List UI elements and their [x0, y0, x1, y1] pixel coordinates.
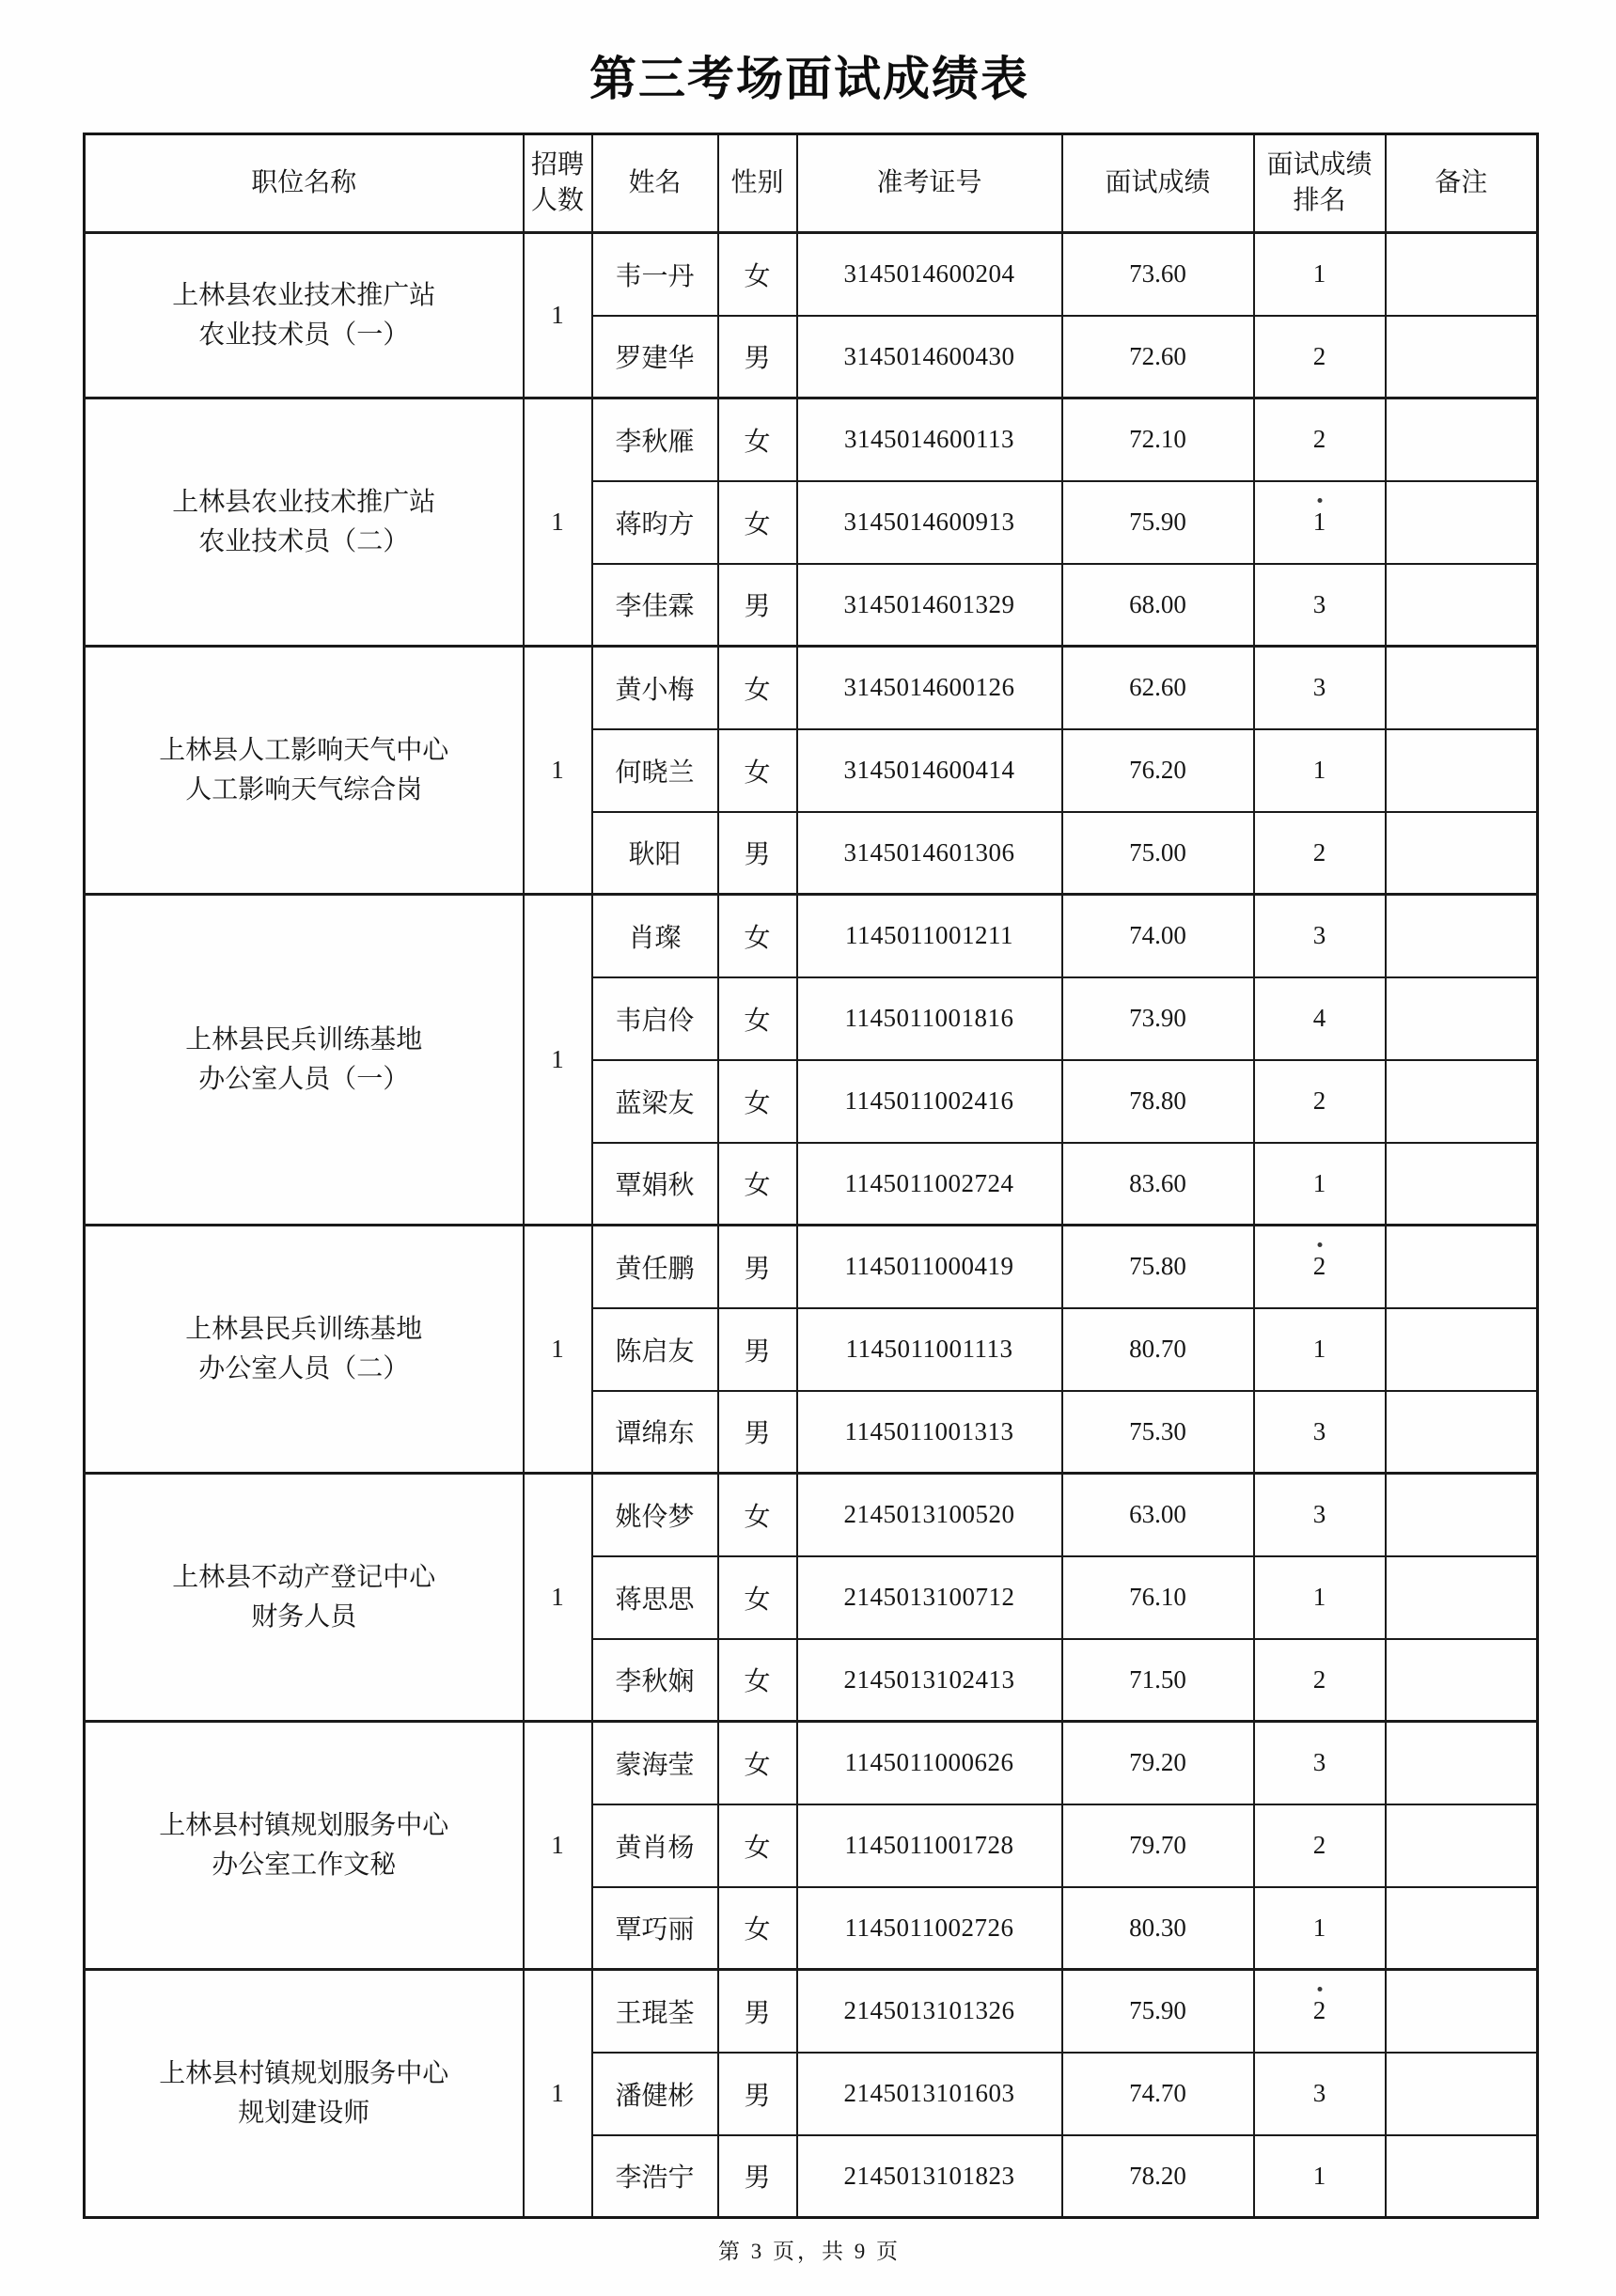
gender-cell: 女 [718, 647, 797, 729]
exam-id-cell: 3145014600414 [797, 729, 1062, 812]
position-line: 上林县农业技术推广站 [172, 487, 436, 517]
gender-cell: 女 [718, 1143, 797, 1226]
position-line: 规划建设师 [238, 2098, 370, 2128]
gender-cell: 女 [718, 1887, 797, 1970]
name-cell: 黄小梅 [592, 647, 718, 729]
candidate-row [85, 1226, 1538, 1308]
score-cell: 68.00 [1062, 564, 1254, 647]
position-line: 上林县人工影响天气中心 [159, 735, 449, 765]
gender-cell: 男 [718, 1391, 797, 1474]
rank-cell: 3 [1254, 2053, 1386, 2135]
gender-cell: 男 [718, 316, 797, 398]
remark-cell [1386, 2135, 1538, 2218]
gender-cell: 女 [718, 1639, 797, 1722]
gender-cell: 女 [718, 977, 797, 1060]
score-cell: 76.20 [1062, 729, 1254, 812]
name-cell: 黄任鹏 [592, 1226, 718, 1308]
remark-cell [1386, 1970, 1538, 2053]
score-cell: 72.60 [1062, 316, 1254, 398]
gender-cell: 女 [718, 481, 797, 564]
recruit-count-cell: 1 [524, 1226, 592, 1474]
rank-cell: 1 [1254, 1308, 1386, 1391]
exam-id-cell: 3145014601306 [797, 812, 1062, 895]
rank-cell: 3 [1254, 647, 1386, 729]
remark-cell [1386, 564, 1538, 647]
name-cell: 罗建华 [592, 316, 718, 398]
score-cell: 62.60 [1062, 647, 1254, 729]
gender-cell: 男 [718, 1308, 797, 1391]
name-cell: 蒙海莹 [592, 1722, 718, 1804]
position-cell [85, 647, 524, 895]
position-line: 上林县不动产登记中心 [172, 1562, 436, 1592]
position-line: 上林县农业技术推广站 [172, 280, 436, 310]
exam-id-cell: 2145013100520 [797, 1474, 1062, 1556]
column-header-rank: 面试成绩排名 [1254, 134, 1386, 233]
column-header-position: 职位名称 [85, 134, 524, 233]
exam-id-cell: 2145013101603 [797, 2053, 1062, 2135]
name-cell: 覃娟秋 [592, 1143, 718, 1226]
remark-cell [1386, 2053, 1538, 2135]
candidate-row [85, 1474, 1538, 1556]
score-cell: 79.20 [1062, 1722, 1254, 1804]
position-line: 办公室人员（一） [198, 1064, 410, 1094]
gender-cell: 男 [718, 564, 797, 647]
name-cell: 韦一丹 [592, 233, 718, 316]
position-line: 上林县村镇规划服务中心 [159, 2058, 449, 2088]
gender-cell: 女 [718, 1722, 797, 1804]
table-body [85, 233, 1538, 2218]
position-line: 办公室人员（二） [198, 1353, 410, 1383]
candidate-row [85, 647, 1538, 729]
remark-cell [1386, 895, 1538, 977]
column-header-name: 姓名 [592, 134, 718, 233]
position-line: 上林县民兵训练基地 [185, 1314, 423, 1344]
scan-dot [1317, 1242, 1322, 1247]
remark-cell [1386, 1722, 1538, 1804]
candidate-row [85, 233, 1538, 316]
score-table [83, 133, 1539, 2219]
remark-cell [1386, 481, 1538, 564]
remark-cell [1386, 1804, 1538, 1887]
name-cell: 谭绵东 [592, 1391, 718, 1474]
name-cell: 肖璨 [592, 895, 718, 977]
header-row [85, 134, 1538, 233]
exam-id-cell: 2145013102413 [797, 1639, 1062, 1722]
name-cell: 黄肖杨 [592, 1804, 718, 1887]
score-cell: 75.90 [1062, 481, 1254, 564]
rank-cell: 1 [1254, 481, 1386, 564]
remark-cell [1386, 316, 1538, 398]
remark-cell [1386, 233, 1538, 316]
exam-id-cell: 2145013101823 [797, 2135, 1062, 2218]
gender-cell: 女 [718, 1060, 797, 1143]
position-cell [85, 398, 524, 647]
name-cell: 李浩宁 [592, 2135, 718, 2218]
exam-id-cell: 1145011001211 [797, 895, 1062, 977]
remark-cell [1386, 729, 1538, 812]
name-cell: 李佳霖 [592, 564, 718, 647]
exam-id-cell: 1145011000626 [797, 1722, 1062, 1804]
score-cell: 80.30 [1062, 1887, 1254, 1970]
rank-cell: 1 [1254, 729, 1386, 812]
position-line: 财务人员 [251, 1601, 357, 1632]
position-cell [85, 1226, 524, 1474]
exam-id-cell: 1145011001728 [797, 1804, 1062, 1887]
score-cell: 75.90 [1062, 1970, 1254, 2053]
column-header-recruits: 招聘人数 [524, 134, 592, 233]
remark-cell [1386, 1143, 1538, 1226]
gender-cell: 男 [718, 1970, 797, 2053]
score-cell: 74.00 [1062, 895, 1254, 977]
remark-cell [1386, 1226, 1538, 1308]
exam-id-cell: 3145014600430 [797, 316, 1062, 398]
scan-dot [1317, 498, 1322, 503]
name-cell: 王琨荃 [592, 1970, 718, 2053]
name-cell: 蒋思思 [592, 1556, 718, 1639]
name-cell: 韦启伶 [592, 977, 718, 1060]
recruit-count-cell: 1 [524, 895, 592, 1226]
score-cell: 71.50 [1062, 1639, 1254, 1722]
score-cell: 76.10 [1062, 1556, 1254, 1639]
rank-cell: 1 [1254, 2135, 1386, 2218]
remark-cell [1386, 647, 1538, 729]
rank-cell: 3 [1254, 1391, 1386, 1474]
score-cell: 80.70 [1062, 1308, 1254, 1391]
remark-cell [1386, 1639, 1538, 1722]
column-header-score: 面试成绩 [1062, 134, 1254, 233]
gender-cell: 女 [718, 1804, 797, 1887]
name-cell: 何晓兰 [592, 729, 718, 812]
name-cell: 陈启友 [592, 1308, 718, 1391]
recruit-count-cell: 1 [524, 233, 592, 398]
candidate-row [85, 1722, 1538, 1804]
position-line: 上林县民兵训练基地 [185, 1024, 423, 1054]
exam-id-cell: 3145014600913 [797, 481, 1062, 564]
score-cell: 78.80 [1062, 1060, 1254, 1143]
name-cell: 李秋雁 [592, 398, 718, 481]
gender-cell: 女 [718, 1474, 797, 1556]
rank-cell: 2 [1254, 1970, 1386, 2053]
candidate-row [85, 1970, 1538, 2053]
page-title: 第三考场面试成绩表 [589, 53, 1029, 105]
gender-cell: 女 [718, 398, 797, 481]
remark-cell [1386, 1556, 1538, 1639]
gender-cell: 男 [718, 2135, 797, 2218]
score-cell: 75.30 [1062, 1391, 1254, 1474]
recruit-count-cell: 1 [524, 398, 592, 647]
score-cell: 75.80 [1062, 1226, 1254, 1308]
remark-cell [1386, 1308, 1538, 1391]
scan-dot [1317, 1987, 1322, 1991]
name-cell: 李秋娴 [592, 1639, 718, 1722]
remark-cell [1386, 1887, 1538, 1970]
gender-cell: 女 [718, 729, 797, 812]
rank-cell: 1 [1254, 233, 1386, 316]
score-cell: 83.60 [1062, 1143, 1254, 1226]
recruit-count-cell: 1 [524, 647, 592, 895]
position-cell [85, 1970, 524, 2218]
score-cell: 74.70 [1062, 2053, 1254, 2135]
rank-cell: 2 [1254, 1639, 1386, 1722]
position-cell [85, 895, 524, 1226]
exam-id-cell: 3145014600113 [797, 398, 1062, 481]
score-cell: 78.20 [1062, 2135, 1254, 2218]
remark-cell [1386, 1060, 1538, 1143]
gender-cell: 女 [718, 1556, 797, 1639]
remark-cell [1386, 977, 1538, 1060]
exam-id-cell: 1145011000419 [797, 1226, 1062, 1308]
name-cell: 蓝梁友 [592, 1060, 718, 1143]
rank-cell: 3 [1254, 895, 1386, 977]
rank-cell: 1 [1254, 1887, 1386, 1970]
rank-cell: 2 [1254, 1804, 1386, 1887]
exam-id-cell: 2145013101326 [797, 1970, 1062, 2053]
rank-cell: 3 [1254, 1474, 1386, 1556]
rank-cell: 3 [1254, 1722, 1386, 1804]
score-cell: 79.70 [1062, 1804, 1254, 1887]
position-line: 人工影响天气综合岗 [185, 774, 423, 804]
column-header-gender: 性别 [718, 134, 797, 233]
position-cell [85, 233, 524, 398]
exam-id-cell: 3145014600126 [797, 647, 1062, 729]
position-line: 上林县村镇规划服务中心 [159, 1810, 449, 1840]
exam-id-cell: 1145011002724 [797, 1143, 1062, 1226]
column-header-remark: 备注 [1386, 134, 1538, 233]
remark-cell [1386, 398, 1538, 481]
score-cell: 72.10 [1062, 398, 1254, 481]
exam-id-cell: 1145011001816 [797, 977, 1062, 1060]
rank-cell: 3 [1254, 564, 1386, 647]
exam-id-cell: 1145011001113 [797, 1308, 1062, 1391]
table-header [85, 134, 1538, 233]
recruit-count-cell: 1 [524, 1474, 592, 1722]
exam-id-cell: 2145013100712 [797, 1556, 1062, 1639]
name-cell: 姚伶梦 [592, 1474, 718, 1556]
candidate-row [85, 895, 1538, 977]
gender-cell: 男 [718, 812, 797, 895]
rank-cell: 2 [1254, 1060, 1386, 1143]
score-cell: 73.60 [1062, 233, 1254, 316]
gender-cell: 女 [718, 233, 797, 316]
name-cell: 耿阳 [592, 812, 718, 895]
remark-cell [1386, 1474, 1538, 1556]
rank-cell: 2 [1254, 398, 1386, 481]
recruit-count-cell: 1 [524, 1970, 592, 2218]
exam-id-cell: 1145011002726 [797, 1887, 1062, 1970]
name-cell: 潘健彬 [592, 2053, 718, 2135]
name-cell: 覃巧丽 [592, 1887, 718, 1970]
position-line: 农业技术员（一） [198, 320, 410, 350]
remark-cell [1386, 1391, 1538, 1474]
gender-cell: 男 [718, 2053, 797, 2135]
remark-cell [1386, 812, 1538, 895]
position-cell [85, 1474, 524, 1722]
score-cell: 63.00 [1062, 1474, 1254, 1556]
rank-cell: 1 [1254, 1143, 1386, 1226]
candidate-row [85, 398, 1538, 481]
recruit-count-cell: 1 [524, 1722, 592, 1970]
rank-cell: 2 [1254, 1226, 1386, 1308]
gender-cell: 女 [718, 895, 797, 977]
rank-cell: 2 [1254, 812, 1386, 895]
score-cell: 75.00 [1062, 812, 1254, 895]
exam-id-cell: 3145014601329 [797, 564, 1062, 647]
page-footer: 第 3 页，共 9 页 [718, 2240, 901, 2263]
rank-cell: 4 [1254, 977, 1386, 1060]
position-line: 农业技术员（二） [198, 526, 410, 556]
exam-id-cell: 1145011001313 [797, 1391, 1062, 1474]
exam-id-cell: 3145014600204 [797, 233, 1062, 316]
position-line: 办公室工作文秘 [212, 1850, 397, 1880]
gender-cell: 男 [718, 1226, 797, 1308]
name-cell: 蒋昀方 [592, 481, 718, 564]
rank-cell: 2 [1254, 316, 1386, 398]
position-cell [85, 1722, 524, 1970]
column-header-exam_id: 准考证号 [797, 134, 1062, 233]
exam-id-cell: 1145011002416 [797, 1060, 1062, 1143]
score-cell: 73.90 [1062, 977, 1254, 1060]
rank-cell: 1 [1254, 1556, 1386, 1639]
